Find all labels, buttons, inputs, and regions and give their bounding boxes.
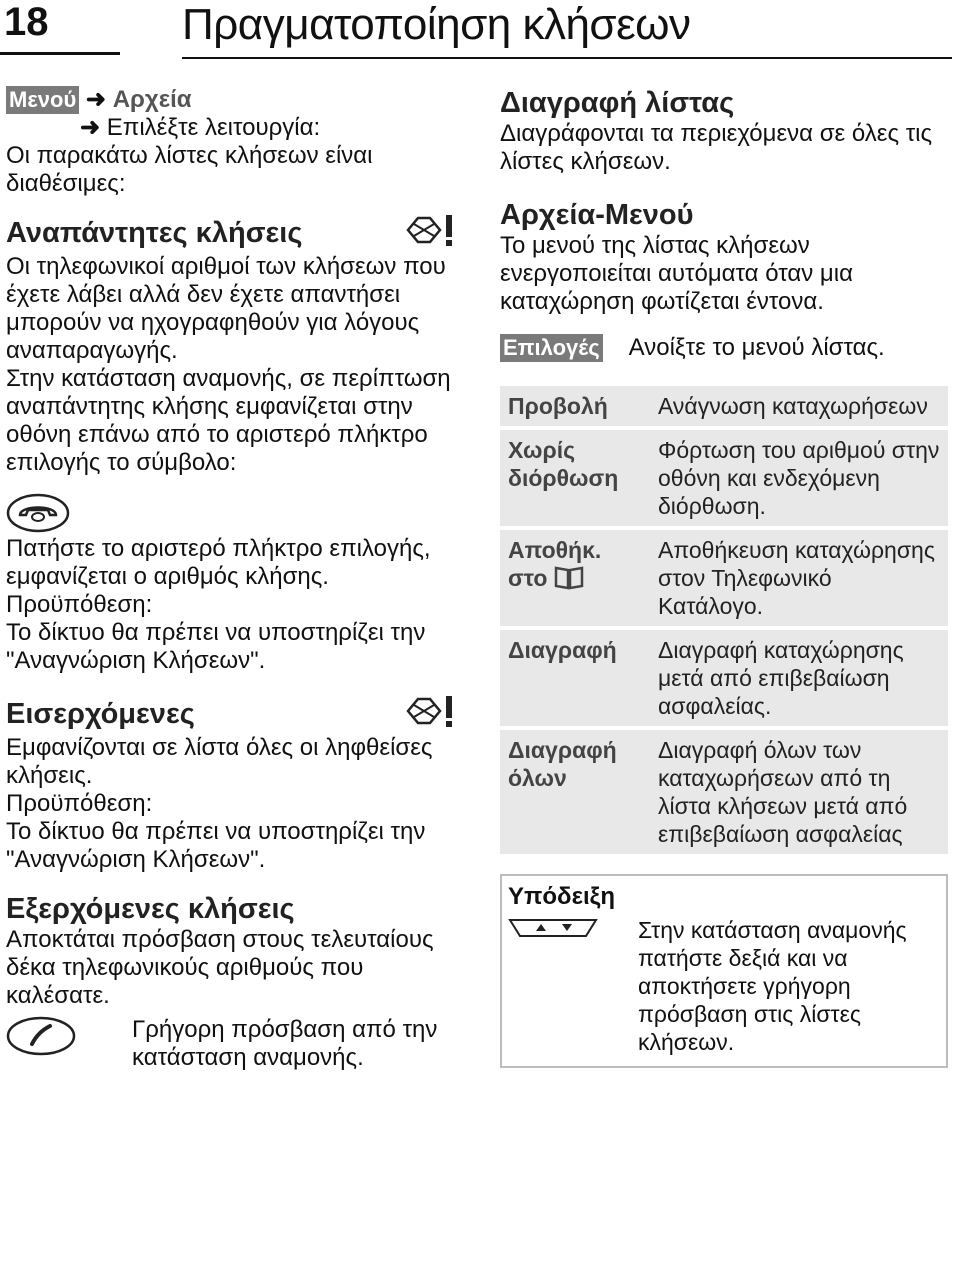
options-softkey[interactable]: Επιλογές — [500, 334, 603, 362]
menu-path-item: Αρχεία — [112, 86, 192, 113]
option-name: Προβολή — [500, 386, 650, 426]
dialed-calls-title: Εξερχόμενες κλήσεις — [6, 893, 295, 925]
options-row — [500, 334, 950, 362]
menu-path-action: Επιλέξτε λειτουργία: — [106, 114, 321, 141]
hint-box — [500, 874, 948, 1068]
delete-list-text: Διαγράφονται τα περιεχόμενα σε όλες τις λίστες κλήσεων. — [500, 120, 933, 175]
page-title: Πραγματοποίηση κλήσεων — [182, 0, 691, 49]
table-row[interactable] — [500, 530, 948, 626]
header-rule-left — [0, 52, 120, 55]
intro-text: Οι παρακάτω λίστες κλήσεων είναι διαθέσιμες: — [6, 142, 373, 197]
received-prereq-text: Το δίκτυο θα πρέπει να υποστηρίζει την "Αναγνώριση Κλήσεων". — [6, 818, 426, 873]
call-key-icon — [6, 1016, 76, 1061]
missed-prereq-label: Προϋπόθεση: — [6, 591, 153, 618]
option-name: Χωρίς διόρθωση — [500, 430, 650, 526]
menu-softkey[interactable]: Μενού — [6, 86, 79, 114]
menu-path-line2 — [6, 114, 456, 142]
hint-row — [508, 916, 940, 1056]
missed-calls-title: Αναπάντητες κλήσεις — [6, 216, 303, 249]
missed-calls-text: Οι τηλεφωνικοί αριθμοί των κλήσεων που έχετε λάβει αλλά δεν έχετε απαντήσει μπορούν να ηχογραφηθούν για λόγους αναπαραγωγής. — [6, 253, 446, 364]
option-name: Διαγραφή όλων — [500, 730, 650, 854]
page-number: 18 — [4, 0, 49, 44]
files-menu-title: Αρχεία-Μενού — [500, 199, 694, 231]
received-prereq-label: Προϋπόθεση: — [6, 790, 153, 817]
missed-calls-standby-text: Στην κατάσταση αναμονής, σε περίπτωση αναπάντητης κλήσης εμφανίζεται στην οθόνη επάνω από το αριστερό πλήκτρο επιλογής το σύμβολο: — [6, 365, 451, 476]
dialed-calls-text: Αποκτάται πρόσβαση στους τελευταίους δέκα τηλεφωνικούς αριθμούς που καλέσατε. — [6, 926, 434, 1009]
menu-path — [6, 86, 456, 114]
navigation-key-icon — [508, 916, 598, 945]
missed-calls-press-text: Πατήστε το αριστερό πλήκτρο επιλογής, εμφανίζεται ο αριθμός κλήσης. — [6, 535, 431, 590]
arrow-icon: ➜ — [80, 114, 101, 141]
header-rule-right — [182, 57, 952, 59]
missed-call-symbol-icon — [6, 493, 456, 535]
network-service-icon — [404, 693, 456, 734]
table-row[interactable] — [500, 386, 948, 426]
call-key-text: Γρήγορη πρόσβαση από την κατάσταση αναμονής. — [132, 1016, 438, 1071]
option-desc: Ανάγνωση καταχωρήσεων — [650, 386, 948, 426]
table-row[interactable] — [500, 730, 948, 854]
option-name: Αποθήκ. στο — [508, 537, 602, 592]
phonebook-icon — [554, 564, 584, 596]
delete-list-title: Διαγραφή λίστας — [500, 87, 735, 119]
options-table — [500, 382, 948, 858]
option-name: Διαγραφή — [500, 630, 650, 726]
options-text: Ανοίξτε το μενού λίστας. — [628, 334, 885, 361]
call-key-row — [6, 1016, 456, 1072]
files-menu-text: Το μενού της λίστας κλήσεων ενεργοποιείται αυτόματα όταν μια καταχώρηση φωτίζεται έντονα. — [500, 232, 853, 315]
hint-title: Υπόδειξη — [508, 883, 616, 910]
received-calls-text: Εμφανίζονται σε λίστα όλες οι ληφθείσες κλήσεις. — [6, 734, 433, 789]
network-service-icon — [404, 212, 456, 253]
arrow-icon: ➜ — [85, 86, 107, 113]
option-desc: Αποθήκευση καταχώρησης στον Τηλεφωνικό Κατάλογο. — [650, 530, 948, 626]
option-desc: Διαγραφή όλων των καταχωρήσεων από τη λίστα κλήσεων μετά από επιβεβαίωση ασφαλείας — [650, 730, 948, 854]
option-desc: Διαγραφή καταχώρησης μετά από επιβεβαίωση ασφαλείας. — [650, 630, 948, 726]
option-desc: Φόρτωση του αριθμού στην οθόνη και ενδεχόμενη διόρθωση. — [650, 430, 948, 526]
missed-calls-heading-row — [6, 212, 456, 253]
right-column — [500, 86, 950, 1068]
received-calls-title: Εισερχόμενες — [6, 697, 195, 730]
received-heading-row — [6, 693, 456, 734]
option-name-save — [500, 530, 650, 626]
hint-text: Στην κατάσταση αναμονής πατήστε δεξιά και να αποκτήσετε γρήγορη πρόσβαση στις λίστες κλήσεων. — [638, 917, 907, 1055]
table-row[interactable] — [500, 630, 948, 726]
left-column — [6, 86, 456, 1072]
table-row[interactable] — [500, 430, 948, 526]
missed-prereq-text: Το δίκτυο θα πρέπει να υποστηρίζει την "Αναγνώριση Κλήσεων". — [6, 619, 426, 674]
